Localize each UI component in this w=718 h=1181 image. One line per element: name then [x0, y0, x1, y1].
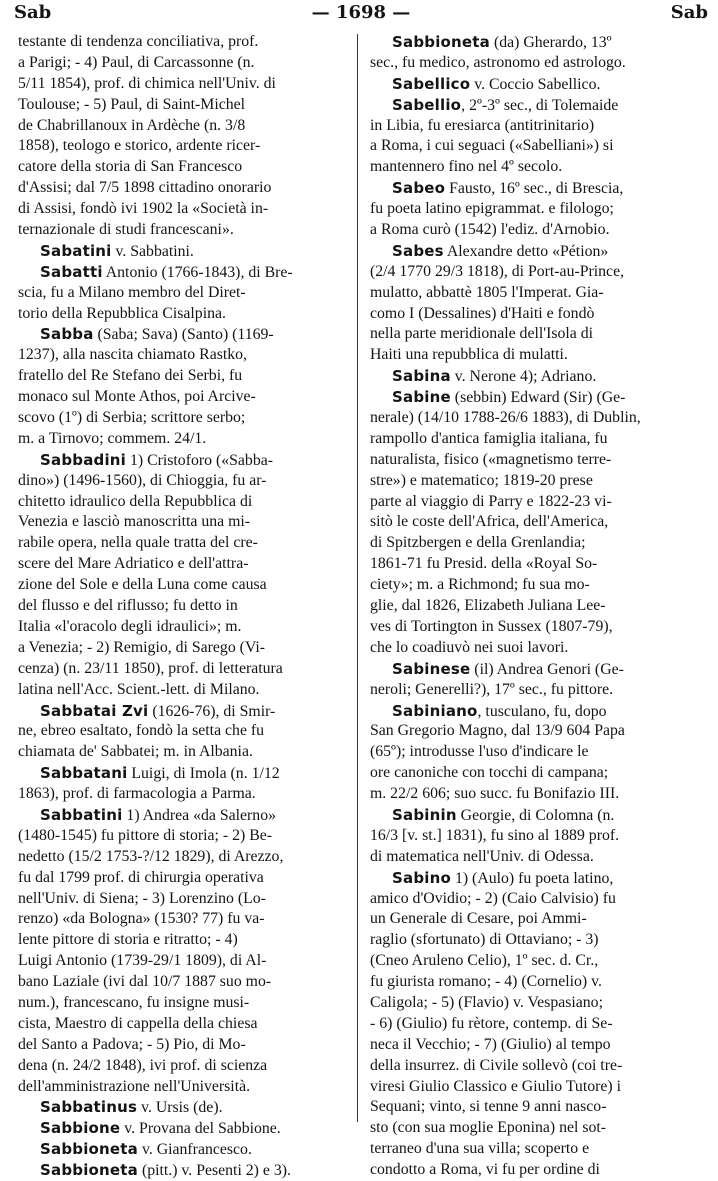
line-text: testante di tendenza conciliativa, prof. [18, 33, 259, 50]
text-line [370, 554, 708, 575]
line-text: 1858), teologo e storico, ardente ricer- [18, 137, 261, 155]
line-text: Fausto, 16º sec., di Brescia, [445, 180, 624, 198]
entry-headword: Sabeo [392, 179, 446, 198]
line-text: Italia «l'oracolo degli idraulici»; m. [18, 617, 242, 635]
entry-start-line [18, 763, 356, 784]
text-line [370, 575, 708, 596]
line-text: Haiti una repubblica di mulatti. [370, 346, 568, 364]
entry-headword: Sabbatini [40, 805, 123, 824]
entry-headword: Sabellio [392, 95, 462, 114]
line-text: (Saba; Sava) (Santo) (1169- [93, 326, 274, 344]
entry-start-line [370, 366, 708, 387]
text-line [18, 1035, 356, 1056]
line-text: bano Laziale (ivi dal 10/7 1887 suo mo- [18, 973, 272, 991]
text-line [18, 930, 356, 951]
line-text: un Generale di Cesare, poi Ammi- [370, 910, 587, 928]
text-line [370, 262, 708, 283]
entry-headword: Sabinin [392, 805, 457, 824]
entry-start-line [18, 324, 356, 345]
text-line [370, 533, 708, 554]
line-text: condotto a Roma, vi fu per ordine di [370, 1161, 600, 1179]
line-text: mantennero fino nel 4º secolo. [370, 158, 563, 176]
line-text: (1626-76), di Smir- [148, 702, 276, 720]
text-line [370, 763, 708, 784]
line-text: (65º); introdusse l'uso d'indicare le [370, 743, 589, 761]
line-text: sto (con sua moglie Eponina) nel sot- [370, 1119, 607, 1137]
line-text: Luigi Antonio (1739-29/1 1809), di Al- [18, 952, 267, 970]
line-text: v. Gianfrancesco. [138, 1141, 252, 1159]
text-line [370, 1035, 708, 1056]
entry-headword: Sabiniano [392, 701, 478, 720]
line-text: como I (Dessalines) d'Haiti e fondò [370, 304, 595, 322]
text-line [18, 136, 356, 157]
text-line [370, 951, 708, 972]
line-text: a Venezia; - 2) Remigio, di Sarego (Vi- [18, 638, 266, 656]
text-line [18, 575, 356, 596]
text-line [370, 742, 708, 763]
text-line [18, 512, 356, 533]
line-text: catore della storia di San Francesco [18, 158, 243, 176]
line-text: terraneo d'una sua villa; scoperto e [370, 1140, 590, 1158]
line-text: 1) Cristoforo («Sabba- [126, 451, 274, 469]
text-line [18, 596, 356, 617]
line-text: Sequani; vinto, si tenne 9 anni nasco- [370, 1098, 607, 1116]
text-line [18, 784, 356, 805]
line-text: parte al viaggio di Parry e 1822-23 vi- [370, 492, 612, 510]
text-line [18, 617, 356, 638]
text-line [370, 304, 708, 325]
text-line [18, 95, 356, 116]
entry-headword: Sabbioneta [40, 1140, 138, 1159]
entry-headword: Sabba [40, 325, 94, 344]
line-text: v. Nerone 4); Adriano. [450, 368, 597, 386]
line-text: ciety»; m. a Richmond; fu sua mo- [370, 576, 590, 594]
line-text: (il) Andrea Genori (Ge- [470, 660, 624, 678]
text-line [18, 847, 356, 868]
text-line [18, 304, 356, 325]
entry-start-line [18, 450, 356, 471]
entry-start-line [370, 178, 708, 199]
line-text: fu giurista romano; - 4) (Cornelio) v. [370, 973, 602, 991]
line-text: nedetto (15/2 1753-?/12 1829), di Arezzo, [18, 847, 284, 865]
entry-start-line [370, 868, 708, 889]
line-text: Alexandre detto «Pétion» [443, 242, 609, 260]
line-text: fu poeta latino epigrammat. e filologo; [370, 200, 614, 218]
line-text: mulatto, abbattè 1805 l'Imperat. Gia- [370, 283, 604, 301]
text-line [370, 909, 708, 930]
text-line [18, 993, 356, 1014]
entry-headword: Sabbione [40, 1119, 121, 1138]
line-text: - 6) (Giulio) fu rètore, contemp. di Se- [370, 1014, 613, 1032]
entry-start-line [370, 659, 708, 680]
entry-start-line [370, 805, 708, 826]
text-line [370, 680, 708, 701]
line-text: sitò le coste dell'Africa, dell'America, [370, 513, 609, 531]
text-line [18, 32, 356, 53]
line-text: rampollo d'antica famiglia italiana, fu [370, 429, 608, 447]
entry-start-line [18, 1097, 356, 1118]
line-text: di matematica nell'Univ. di Odessa. [370, 847, 594, 865]
text-line [370, 596, 708, 617]
line-text: del Santo a Padova; - 5) Pio, di Mo- [18, 1035, 246, 1053]
entry-start-line [370, 74, 708, 95]
line-text: , tusculano, fu, dopo [477, 702, 607, 720]
text-line [18, 74, 356, 95]
line-text: cenza) (n. 23/11 1850), prof. di letteratura [18, 659, 283, 677]
line-text: v. Coccio Sabellico. [470, 75, 601, 93]
line-text: raglio (sfortunato) di Ottaviano; - 3) [370, 931, 599, 949]
line-text: stre») e matematico; 1819-20 prese [370, 471, 593, 489]
text-line [18, 157, 356, 178]
text-line [370, 617, 708, 638]
entry-start-line [18, 805, 356, 826]
text-line [18, 972, 356, 993]
text-line [18, 116, 356, 137]
text-line [370, 1014, 708, 1035]
text-line [18, 742, 356, 763]
text-line [370, 408, 708, 429]
column-divider [357, 34, 358, 1122]
text-line [370, 993, 708, 1014]
entry-headword: Sabbioneta [40, 1161, 138, 1180]
text-line [370, 1139, 708, 1160]
line-text: ves di Tortington in Sussex (1807-79), [370, 617, 613, 635]
text-line [18, 53, 356, 74]
line-text: Georgie, di Colomna (n. [456, 806, 615, 824]
entry-start-line [370, 387, 708, 408]
line-text: Venezia e lasciò manoscritta una mi- [18, 513, 251, 531]
line-text: lente pittore di storia e ritratto; - 4) [18, 931, 238, 949]
line-text: a Roma, i cui seguaci («Sabelliani») si [370, 137, 614, 155]
text-line [370, 784, 708, 805]
line-text: scovo (1º) di Serbia; scrittore serbo; [18, 409, 246, 427]
text-line [18, 889, 356, 910]
text-line [18, 909, 356, 930]
line-text: cista, Maestro di cappella della chiesa [18, 1014, 258, 1032]
page-header [14, 0, 708, 26]
line-text: dell'amministrazione nell'Università. [18, 1077, 251, 1095]
text-line [370, 283, 708, 304]
text-line [18, 345, 356, 366]
entry-headword: Sabina [392, 367, 451, 386]
line-text: viresi Giulio Classico e Giulio Tutore) i [370, 1077, 621, 1095]
text-line [18, 1014, 356, 1035]
text-line [18, 387, 356, 408]
text-line [370, 116, 708, 137]
text-line [18, 408, 356, 429]
line-text: chitetto idraulico della Repubblica di [18, 492, 253, 510]
text-line [18, 199, 356, 220]
text-line [370, 1160, 708, 1181]
line-text: fu dal 1799 prof. di chirurgia operativa [18, 868, 264, 886]
line-text: latina nell'Acc. Scient.-lett. di Milano. [18, 680, 260, 698]
text-line [18, 366, 356, 387]
text-line [370, 826, 708, 847]
text-line [370, 847, 708, 868]
line-text: scia, fu a Milano membro del Diret- [18, 283, 246, 301]
entry-start-line [18, 1139, 356, 1160]
text-line [370, 1097, 708, 1118]
text-line [18, 826, 356, 847]
line-text: 16/3 [v. st.] 1831), fu sino al 1889 prof. [370, 826, 620, 844]
text-line [370, 324, 708, 345]
text-line [370, 136, 708, 157]
line-text: 1) (Aulo) fu poeta latino, [451, 869, 614, 887]
entry-headword: Sabbioneta [392, 33, 490, 51]
line-text: 1237), alla nascita chiamato Rastko, [18, 346, 247, 364]
line-text: sec., fu medico, astronomo ed astrologo. [370, 53, 626, 71]
text-line [370, 1077, 708, 1098]
line-text: (2/4 1770 29/3 1818), di Port-au-Prince, [370, 262, 625, 280]
page-number: — 1698 — [311, 2, 411, 23]
line-text: ne, ebreo esaltato, fondò la setta che fu [18, 722, 265, 740]
text-line [370, 429, 708, 450]
entry-start-line [370, 32, 708, 53]
line-text: San Gregorio Magno, dal 13/9 604 Papa [370, 722, 625, 740]
line-text: 1861-71 fu Presid. della «Royal So- [370, 555, 598, 573]
entry-headword: Sabes [392, 241, 444, 260]
line-text: Caligola; - 5) (Flavio) v. Vespasiano; [370, 993, 603, 1011]
entry-start-line [370, 95, 708, 116]
text-line [18, 1077, 356, 1098]
line-text: nella parte meridionale dell'Isola di [370, 325, 594, 343]
text-line [370, 1056, 708, 1077]
line-text: 1863), prof. di farmacologia a Parma. [18, 785, 256, 803]
text-line [370, 492, 708, 513]
line-text: zione del Sole e della Luna come causa [18, 576, 267, 594]
line-text: , 2º-3º sec., di Tolemaide [461, 96, 619, 114]
line-text: naturalista, fisico («magnetismo terre- [370, 450, 612, 468]
line-text: ternazionale di studi francescani». [18, 221, 234, 239]
line-text: m. a Tirnovo; commem. 24/1. [18, 429, 207, 447]
right-column [370, 32, 708, 1181]
line-text: d'Assisi; dal 7/5 1898 cittadino onorario [18, 179, 272, 197]
line-text: Luigi, di Imola (n. 1/12 [127, 765, 280, 783]
line-text: dena (n. 24/2 1848), ivi prof. di scienza [18, 1056, 268, 1074]
line-text: (1480-1545) fu pittore di storia; - 2) Be- [18, 826, 273, 844]
line-text: num.), francescano, fu insigne musi- [18, 993, 250, 1011]
text-line [18, 429, 356, 450]
line-text: della insurrez. di Civile sollevò (coi tre- [370, 1056, 623, 1074]
entry-start-line [18, 1160, 356, 1181]
line-text: m. 22/2 606; suo succ. fu Bonifazio III. [370, 785, 620, 803]
entry-start-line [18, 241, 356, 262]
line-text: a Roma curò (1542) l'ediz. d'Arnobio. [370, 221, 610, 239]
text-line [18, 659, 356, 680]
running-head-right: Sab [670, 2, 708, 23]
line-text: torio della Repubblica Cisalpina. [18, 304, 226, 322]
running-head-left: Sab [14, 2, 52, 23]
line-text: Toulouse; - 5) Paul, di Saint-Michel [18, 95, 246, 113]
text-line [18, 471, 356, 492]
line-text: (da) Gherardo, 13º [490, 34, 612, 51]
text-line [18, 283, 356, 304]
text-line [18, 868, 356, 889]
entry-start-line [370, 701, 708, 722]
entry-headword: Sabbatinus [40, 1098, 138, 1117]
text-line [370, 638, 708, 659]
line-text: che lo coadiuvò nei suoi lavori. [370, 638, 569, 656]
entry-headword: Sabino [392, 868, 451, 887]
line-text: de Chabrillanoux in Ardèche (n. 3/8 [18, 116, 246, 134]
text-line [18, 680, 356, 701]
line-text: scere del Mare Adriatico e dell'attra- [18, 555, 249, 573]
entry-headword: Sabellico [392, 74, 471, 93]
text-line [370, 450, 708, 471]
line-text: a Parigi; - 4) Paul, di Carcassonne (n. [18, 53, 255, 71]
text-line [370, 512, 708, 533]
text-line [370, 53, 708, 74]
line-text: v. Provana del Sabbione. [120, 1120, 281, 1138]
text-line [370, 972, 708, 993]
entry-headword: Sabbatani [40, 764, 128, 783]
line-text: chiamata de' Sabbatei; m. in Albania. [18, 743, 253, 761]
entry-start-line [18, 262, 356, 283]
entry-headword: Sabbatai Zvi [40, 701, 149, 720]
entry-start-line [370, 241, 708, 262]
line-text: v. Sabbatini. [111, 242, 194, 260]
entry-headword: Sabatti [40, 262, 103, 281]
line-text: neroli; Generelli?), 17º sec., fu pittore. [370, 680, 614, 698]
line-text: fratello del Re Stefano dei Serbi, fu [18, 367, 243, 385]
text-line [18, 951, 356, 972]
text-line [370, 930, 708, 951]
text-line [18, 220, 356, 241]
entry-start-line [18, 701, 356, 722]
line-text: neca il Vecchio; - 7) (Giulio) al tempo [370, 1035, 611, 1053]
line-text: dino») (1496-1560), di Chioggia, fu ar- [18, 471, 267, 489]
text-line [370, 721, 708, 742]
text-line [370, 157, 708, 178]
line-text: Antonio (1766-1843), di Bre- [102, 263, 293, 281]
text-line [18, 721, 356, 742]
line-text: 5/11 1854), prof. di chimica nell'Univ. di [18, 74, 276, 92]
line-text: rabile opera, nella quale tratta del cre- [18, 534, 258, 552]
text-line [370, 220, 708, 241]
text-line [370, 345, 708, 366]
line-text: di Assisi, fondò ivi 1902 la «Società in- [18, 200, 269, 218]
text-line [18, 1056, 356, 1077]
entry-headword: Sabine [392, 388, 451, 407]
line-text: v. Ursis (de). [137, 1099, 223, 1117]
text-line [370, 471, 708, 492]
line-text: (pitt.) v. Pesenti 2) e 3). [138, 1162, 291, 1180]
line-text: monaco sul Monte Athos, poi Arcive- [18, 388, 256, 406]
entry-headword: Sabinese [392, 659, 471, 678]
text-line [18, 492, 356, 513]
text-line [18, 554, 356, 575]
line-text: 1) Andrea «da Salerno» [122, 806, 277, 824]
line-text: (sebbin) Edward (Sir) (Ge- [450, 389, 626, 407]
line-text: in Libia, fu eresiarca (antitrinitario) [370, 116, 595, 134]
line-text: (Cneo Aruleno Celio), 1º sec. d. Cr., [370, 952, 599, 970]
entry-headword: Sabatini [40, 241, 112, 260]
line-text: del flusso e del riflusso; fu detto in [18, 597, 238, 615]
text-line [18, 638, 356, 659]
left-column [18, 32, 356, 1181]
text-line [18, 178, 356, 199]
line-text: ore canoniche con tocchi di campana; [370, 764, 609, 782]
text-line [370, 199, 708, 220]
text-line [18, 533, 356, 554]
text-line [370, 889, 708, 910]
entry-headword: Sabbadini [40, 450, 127, 469]
line-text: nell'Univ. di Siena; - 3) Lorenzino (Lo- [18, 889, 266, 907]
line-text: amico d'Ovidio; - 2) (Caio Calvisio) fu [370, 889, 616, 907]
line-text: renzo) «da Bologna» (1530? 77) fu va- [18, 910, 265, 928]
line-text: nerale) (14/10 1788-26/6 1883), di Dublin, [370, 409, 641, 427]
line-text: glie, dal 1826, Elizabeth Juliana Lee- [370, 597, 606, 615]
line-text: di Spitzbergen e della Grenlandia; [370, 534, 586, 552]
